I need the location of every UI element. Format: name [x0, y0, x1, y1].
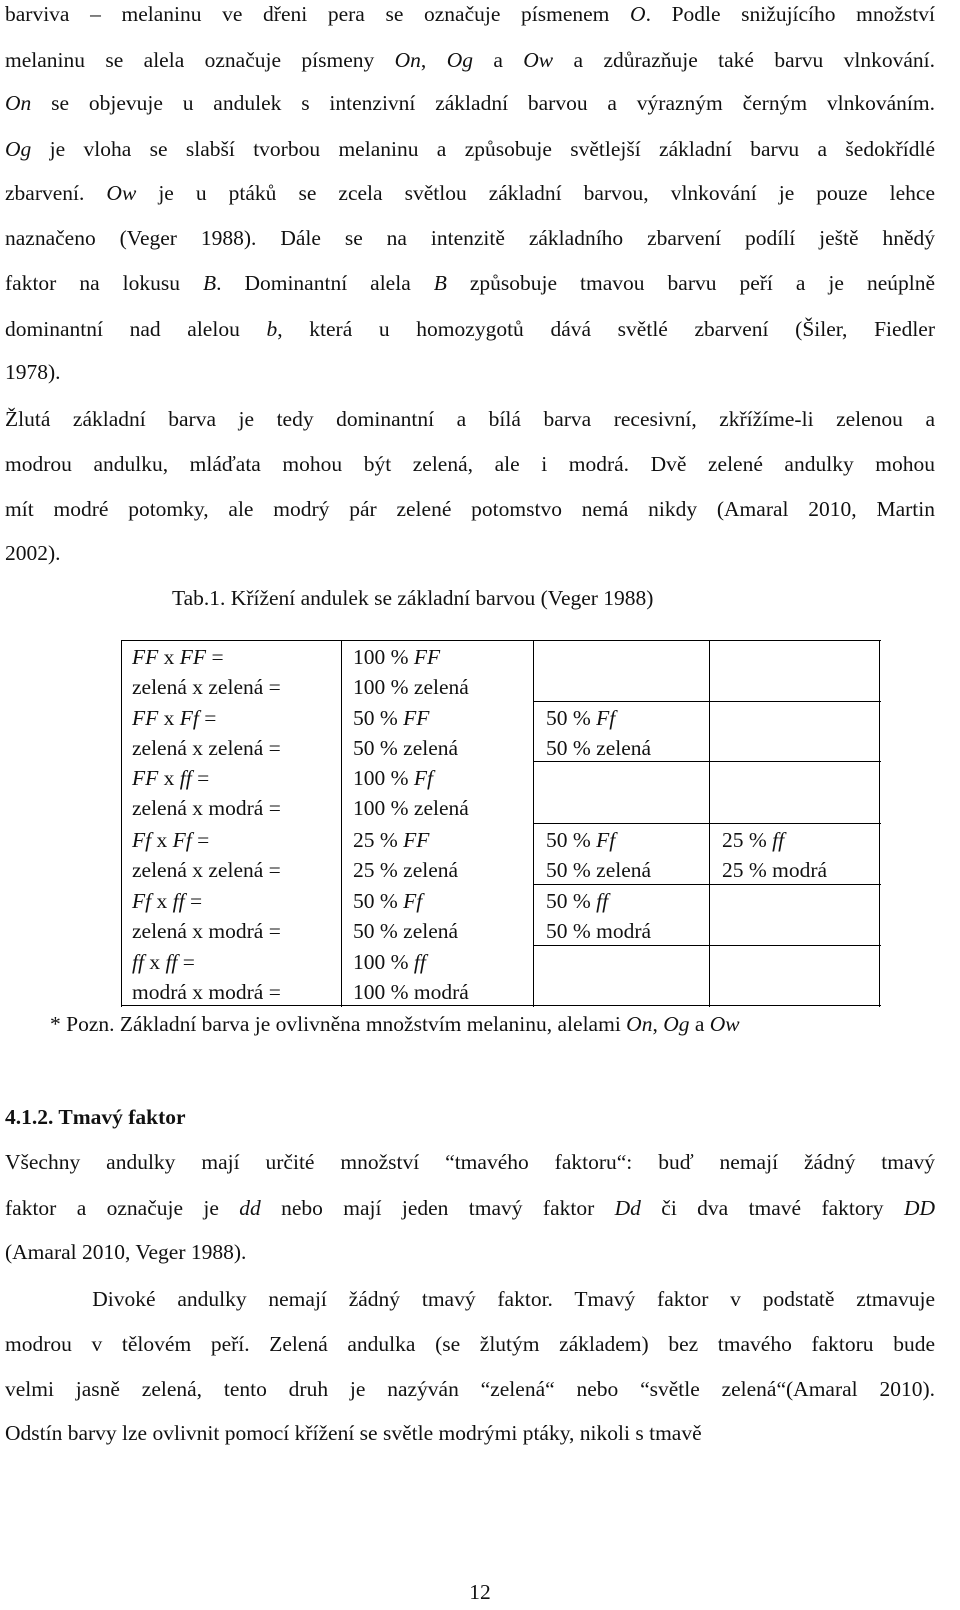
paragraph2-line: 2002).: [5, 541, 61, 565]
offspring-color: 50 % zelená: [546, 858, 652, 882]
table-row-divider: [533, 701, 881, 702]
offspring-color: 25 % modrá: [722, 858, 828, 882]
offspring-genotype: 50 % Ff: [546, 828, 616, 852]
cross-table: [121, 640, 881, 1007]
offspring-genotype: 100 % Ff: [353, 766, 434, 790]
offspring-genotype: 100 % FF: [353, 645, 441, 669]
offspring-color: 100 % zelená: [353, 796, 469, 820]
paragraph3-line: faktor a označuje je dd nebo mají jeden tmavý faktor Dd či dva tmavé faktory DD: [5, 1196, 935, 1220]
offspring-genotype: 50 % Ff: [353, 889, 423, 913]
offspring-color: 50 % zelená: [353, 736, 459, 760]
paragraph1-line: 1978).: [5, 360, 61, 384]
table-column-divider: [341, 640, 342, 1007]
cross-genotype: Ff x Ff =: [132, 828, 210, 852]
cross-genotype: FF x ff =: [132, 766, 210, 790]
table-row-divider: [533, 761, 881, 762]
offspring-color: 50 % modrá: [546, 919, 652, 943]
offspring-color: 100 % modrá: [353, 980, 469, 1004]
paragraph4-line: Odstín barvy lze ovlivnit pomocí křížení se světle modrými ptáky, nikoli s tmavě: [5, 1421, 702, 1445]
paragraph1-line: naznačeno (Veger 1988). Dále se na intenzitě základního zbarvení podílí ještě hnědý: [5, 226, 935, 250]
offspring-color: 50 % zelená: [546, 736, 652, 760]
paragraph1-line: zbarvení. Ow je u ptáků se zcela světlou základní barvou, vlnkování je pouze lehce: [5, 181, 935, 205]
paragraph4-line: Divoké andulky nemají žádný tmavý faktor. Tmavý faktor v podstatě ztmavuje: [5, 1287, 935, 1311]
paragraph4-line: modrou v tělovém peří. Zelená andulka (se žlutým základem) bez tmavého faktoru bude: [5, 1332, 935, 1356]
paragraph1-line: faktor na lokusu B. Dominantní alela B způsobuje tmavou barvu peří a je neúplně: [5, 271, 936, 295]
page-number: 12: [469, 1580, 491, 1604]
table-row-divider: [533, 884, 881, 885]
table-note: * Pozn. Základní barva je ovlivněna množstvím melaninu, alelami On, Og a Ow: [50, 1012, 740, 1036]
cross-color: zelená x modrá =: [132, 919, 281, 943]
table-row-divider: [533, 823, 881, 824]
table-border-left: [121, 640, 122, 1007]
paragraph3-line: (Amaral 2010, Veger 1988).: [5, 1240, 247, 1264]
paragraph3-line: Všechny andulky mají určité množství “tmavého faktoru“: buď nemají žádný tmavý: [5, 1150, 935, 1174]
cross-genotype: Ff x ff =: [132, 889, 203, 913]
cross-genotype: ff x ff =: [132, 950, 195, 974]
cross-color: modrá x modrá =: [132, 980, 281, 1004]
offspring-genotype: 100 % ff: [353, 950, 426, 974]
table-row-divider: [533, 945, 881, 946]
paragraph1-line: melaninu se alela označuje písmeny On, Og a Ow a zdůrazňuje také barvu vlnkování.: [5, 48, 936, 72]
paragraph1-line: dominantní nad alelou b, která u homozygotů dává světlé zbarvení (Šiler, Fiedler: [5, 317, 935, 341]
cross-color: zelená x zelená =: [132, 858, 281, 882]
offspring-genotype: 25 % FF: [353, 828, 430, 852]
paragraph2-line: Žlutá základní barva je tedy dominantní a bílá barva recesivní, zkřížíme-li zelenou a: [5, 407, 935, 431]
offspring-color: 50 % zelená: [353, 919, 459, 943]
table-caption: Tab.1. Křížení andulek se základní barvou (Veger 1988): [172, 586, 654, 610]
paragraph1-line: barviva – melaninu ve dřeni pera se označuje písmenem O. Podle snižujícího množství: [5, 2, 935, 26]
section-heading: 4.1.2. Tmavý faktor: [5, 1105, 186, 1129]
cross-genotype: FF x Ff =: [132, 706, 217, 730]
cross-color: zelená x zelená =: [132, 675, 281, 699]
cross-color: zelená x zelená =: [132, 736, 281, 760]
offspring-genotype: 50 % Ff: [546, 706, 616, 730]
paragraph2-line: modrou andulku, mláďata mohou být zelená, ale i modrá. Dvě zelené andulky mohou: [5, 452, 935, 476]
offspring-genotype: 25 % ff: [722, 828, 785, 852]
table-border-top: [121, 640, 881, 641]
offspring-color: 100 % zelená: [353, 675, 469, 699]
offspring-genotype: 50 % FF: [353, 706, 430, 730]
offspring-genotype: 50 % ff: [546, 889, 609, 913]
paragraph1-line: Og je vloha se slabší tvorbou melaninu a způsobuje světlejší základní barvu a šedokřídlé: [5, 137, 935, 161]
cross-color: zelená x modrá =: [132, 796, 281, 820]
paragraph2-line: mít modré potomky, ale modrý pár zelené potomstvo nemá nikdy (Amaral 2010, Martin: [5, 497, 935, 521]
cross-genotype: FF x FF =: [132, 645, 224, 669]
paragraph4-line: velmi jasně zelená, tento druh je nazýván “zelená“ nebo “světle zelená“(Amaral 2010).: [5, 1377, 935, 1401]
paragraph1-line: On se objevuje u andulek s intenzivní základní barvou a výrazným černým vlnkováním.: [5, 91, 935, 115]
offspring-color: 25 % zelená: [353, 858, 459, 882]
